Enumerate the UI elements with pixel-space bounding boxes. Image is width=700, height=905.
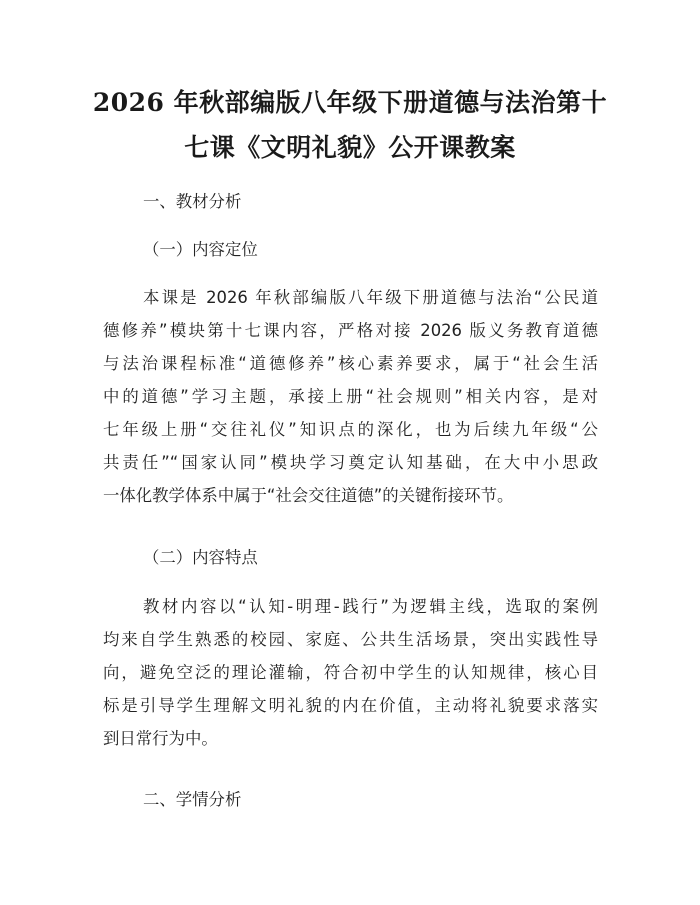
section-heading-textbook-analysis: 一、教材分析 bbox=[143, 192, 242, 211]
paragraph-line: 共责任”“国家认同”模块学习奠定认知基础，在大中小思政 bbox=[103, 453, 598, 472]
paragraph-line: 标是引导学生理解文明礼貌的内在价值，主动将礼貌要求落实 bbox=[103, 696, 598, 715]
paragraph-line: 与法治课程标准“道德修养”核心素养要求，属于“社会生活 bbox=[103, 354, 598, 373]
paragraph-line: 到日常行为中。 bbox=[103, 729, 218, 748]
paragraph-line: 七年级上册“交往礼仪”知识点的深化，也为后续九年级“公 bbox=[103, 420, 598, 439]
paragraph-line: 教材内容以“认知-明理-践行”为逻辑主线，选取的案例 bbox=[143, 597, 598, 616]
document-title-line-2: 七课《文明礼貌》公开课教案 bbox=[184, 133, 516, 162]
document-title-line-1: 2026 年秋部编版八年级下册道德与法治第十 bbox=[92, 88, 608, 117]
paragraph-line: 中的道德”学习主题，承接上册“社会规则”相关内容，是对 bbox=[103, 387, 598, 406]
paragraph-line: 本课是 2026 年秋部编版八年级下册道德与法治“公民道 bbox=[143, 288, 598, 307]
subsection-heading-content-positioning: （一）内容定位 bbox=[143, 240, 258, 259]
section-heading-learner-analysis: 二、学情分析 bbox=[143, 790, 242, 809]
subsection-heading-content-features: （二）内容特点 bbox=[143, 548, 258, 567]
paragraph-line: 均来自学生熟悉的校园、家庭、公共生活场景，突出实践性导 bbox=[103, 630, 598, 649]
paragraph-line: 向，避免空泛的理论灌输，符合初中学生的认知规律，核心目 bbox=[103, 663, 598, 682]
paragraph-line: 德修养”模块第十七课内容，严格对接 2026 版义务教育道德 bbox=[103, 321, 598, 340]
paragraph-line: 一体化教学体系中属于“社会交往道德”的关键衔接环节。 bbox=[103, 486, 514, 505]
